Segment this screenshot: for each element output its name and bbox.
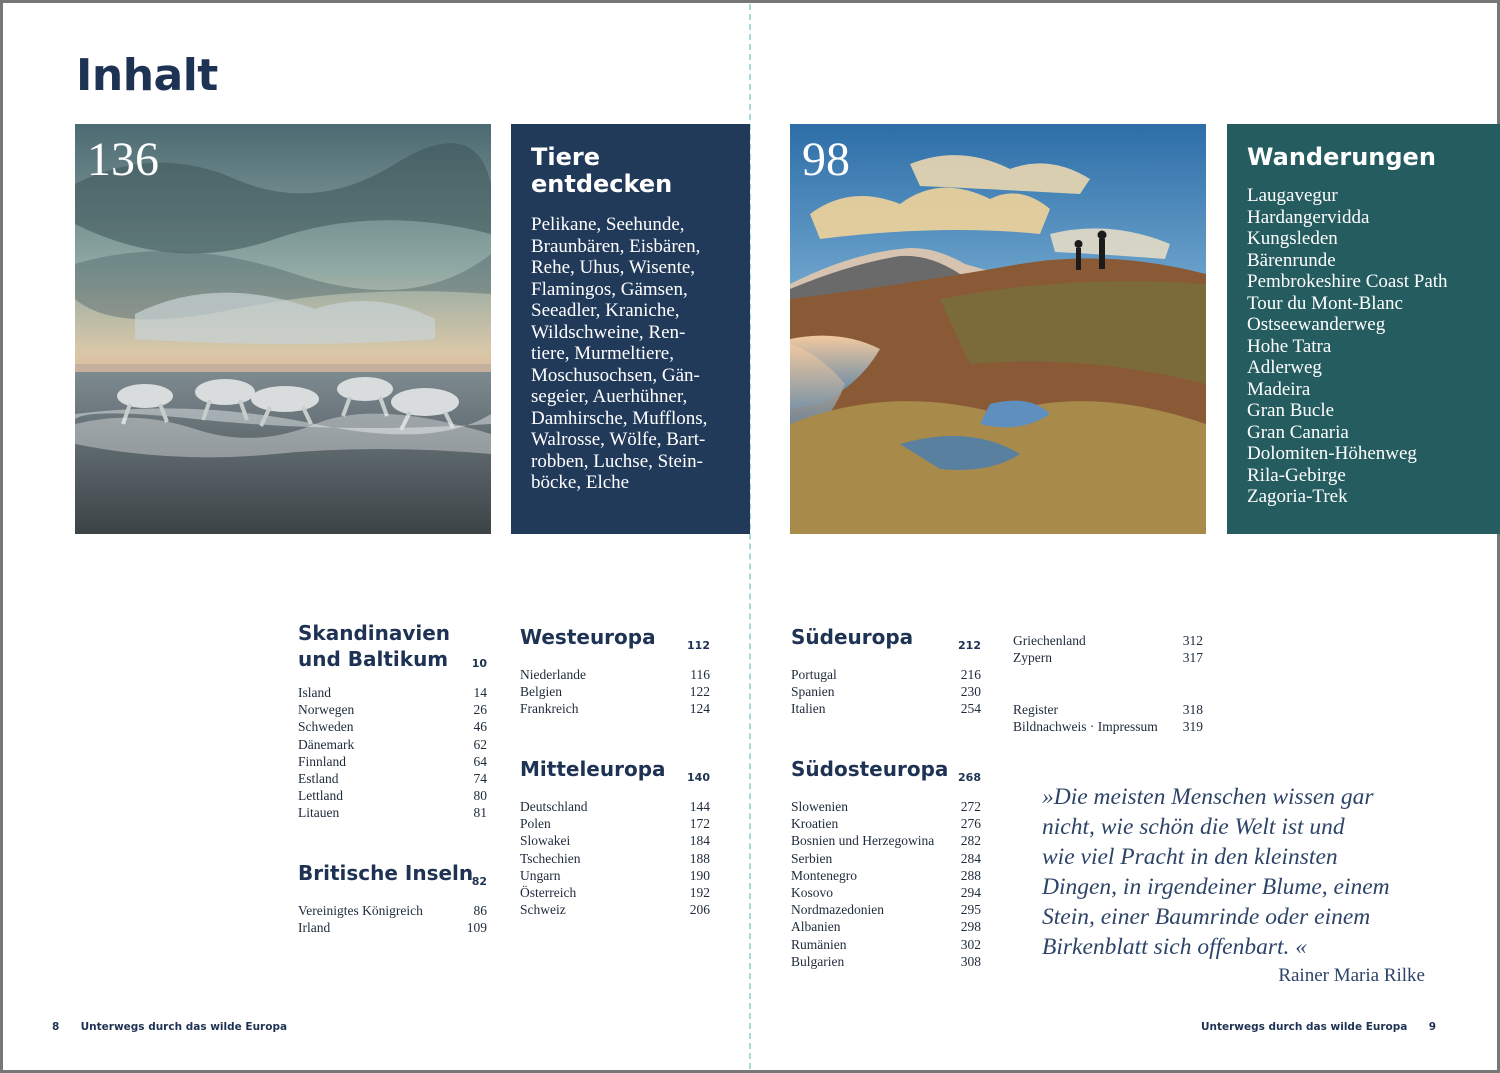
toc-entry [298,770,487,787]
toc-entry-page: 230 [960,684,981,700]
wanderung-item: Dolomiten-Höhenweg [1247,443,1417,464]
section-heading [520,624,710,654]
toc-entry-name: Litauen [298,805,340,821]
toc-entry-name: Finnland [298,753,347,769]
toc-entry [791,936,981,953]
footer-page-number: 8 [52,1021,60,1033]
toc-entry-name: Rumänien [791,936,847,952]
footer-book-title: Unterwegs durch das wilde Europa [1200,1021,1408,1033]
tiere-line: Flamingos, Gämsen, [531,278,688,300]
toc-entry [298,736,487,753]
section-page: 10 [471,657,487,670]
tiere-line: Wildschweine, Ren- [531,321,686,343]
toc-entry-page: 81 [473,805,487,821]
toc-entry-page: 109 [466,920,487,936]
toc-entry-page: 64 [473,753,487,769]
section-griechenland-zypern [1013,620,1203,666]
toc-entry-name: Spanien [791,684,835,700]
section-page: 82 [471,875,487,888]
toc-entry [791,700,981,717]
toc-entry-name: Bildnachweis · Impressum [1013,719,1158,735]
footer-page-number: 9 [1428,1021,1436,1033]
toc-entry-page: 317 [1182,650,1203,666]
page-title: Inhalt [76,50,218,101]
toc-entry-name: Irland [298,920,331,936]
toc-entry-page: 284 [960,850,981,866]
toc-list [1013,701,1203,735]
section-suedosteuropa [791,756,981,970]
toc-entry-name: Montenegro [791,867,857,883]
section-title-line1: Skandinavien [298,621,451,645]
section-title: Britische Inseln [298,861,474,885]
wanderung-item: Zagoria-Trek [1247,486,1348,507]
toc-list [1013,632,1203,666]
toc-entry-page: 192 [689,885,710,901]
tiere-line: böcke, Elche [531,472,630,493]
quote-author: Rainer Maria Rilke [1278,965,1425,986]
toc-entry-page: 288 [960,867,981,883]
toc-entry-page: 122 [689,684,710,700]
toc-entry-page: 62 [473,736,487,752]
toc-entry [298,804,487,821]
wanderung-item: Bärenrunde [1247,249,1336,271]
quote-line: »Die meisten Menschen wissen gar [1042,784,1374,810]
toc-entry-name: Niederlande [520,667,586,682]
wanderung-item: Hohe Tatra [1247,335,1332,357]
toc-entry [298,919,487,936]
toc-entry-name: Polen [520,816,551,832]
wanderung-item: Tour du Mont-Blanc [1247,292,1403,314]
toc-entry-name: Belgien [520,684,562,700]
toc-entry-page: 124 [689,701,710,717]
quote-line: Dingen, in irgendeiner Blume, einem [1042,874,1390,900]
footer-left [52,1021,287,1033]
toc-entry-name: Portugal [791,667,837,682]
toc-entry [791,953,981,970]
toc-entry-page: 172 [689,816,710,832]
toc-entry-page: 188 [689,850,710,866]
tiere-title-line2: entdecken [531,170,673,198]
tiere-line: Damhirsche, Mufflons, [531,407,708,429]
section-title: Westeuropa [520,625,656,649]
toc-entry-page: 116 [690,667,710,682]
footer-book-title: Unterwegs durch das wilde Europa [80,1021,288,1033]
toc-entry-page: 308 [960,953,981,969]
tiere-heading [531,144,730,198]
toc-entry-page: 74 [473,771,487,787]
wanderung-item: Laugavegur [1247,185,1338,206]
toc-entry [298,701,487,718]
tiere-line: Braunbären, Eisbären, [531,235,701,257]
toc-entry-name: Ungarn [520,867,561,883]
wanderung-item: Hardangervidda [1247,206,1370,228]
section-mitteleuropa [520,756,710,918]
toc-entry [520,683,710,700]
toc-entry [298,718,487,735]
toc-list [520,666,710,718]
quote-line: Stein, einer Baumrinde oder einem [1042,904,1371,930]
toc-entry [791,884,981,901]
toc-entry [791,918,981,935]
toc-entry-name: Frankreich [520,701,579,717]
toc-entry-name: Slowakei [520,833,571,849]
section-heading [298,860,487,890]
quote-line: nicht, wie schön die Welt ist und [1042,814,1345,840]
tiere-line: segeier, Auerhühner, [531,386,688,407]
wanderung-item: Rila-Gebirge [1247,464,1346,486]
toc-entry-page: 184 [689,833,710,849]
toc-entry-name: Österreich [520,885,577,901]
tiere-line: tiere, Murmeltiere, [531,343,674,364]
toc-entry-name: Kosovo [791,885,834,901]
toc-entry [791,832,981,849]
toc-entry [520,798,710,815]
toc-entry-page: 216 [960,667,981,682]
tiere-line: Walrosse, Wölfe, Bart- [531,429,706,450]
wanderung-item: Kungsleden [1247,228,1338,249]
toc-entry-name: Italien [791,701,826,717]
wanderung-item: Madeira [1247,378,1311,400]
tiere-line: robben, Luchse, Stein- [531,450,704,472]
toc-entry-name: Albanien [791,919,841,935]
toc-entry-name: Nordmazedonien [791,902,884,918]
section-heading [520,756,710,786]
tiere-title-line1: Tiere [531,143,600,171]
section-page: 268 [958,771,981,784]
tiere-line: Moschusochsen, Gän- [531,364,700,386]
toc-entry-page: 80 [473,788,487,804]
toc-entry-name: Zypern [1013,650,1052,666]
toc-entry-page: 276 [960,816,981,832]
toc-entry-name: Bulgarien [791,953,845,969]
toc-entry-page: 14 [473,685,487,700]
wanderungen-box [1227,124,1500,534]
toc-entry-name: Lettland [298,788,343,804]
toc-entry [1013,701,1203,718]
tiere-line: Pelikane, Seehunde, [531,214,685,235]
tiere-box [511,124,750,534]
section-title: Südosteuropa [791,757,949,781]
toc-entry [520,867,710,884]
toc-entry-page: 26 [473,702,487,718]
tiere-line: Seeadler, Kraniche, [531,300,680,321]
toc-entry [520,884,710,901]
toc-entry [520,815,710,832]
toc-entry [520,832,710,849]
hikers-image [790,124,1206,534]
toc-entry [298,902,487,919]
toc-list [298,902,487,936]
toc-entry-name: Kroatien [791,816,839,832]
quote-line: wie viel Pracht in den kleinsten [1042,844,1338,870]
photo-horses [75,124,491,534]
toc-entry [1013,649,1203,666]
footer-right [1201,1021,1436,1033]
toc-entry [520,850,710,867]
toc-entry-page: 319 [1182,719,1203,735]
toc-entry-name: Slowenien [791,799,848,814]
toc-list [520,798,710,918]
toc-entry-name: Bosnien und Herzegowina [791,833,935,849]
photo-page-number: 98 [802,133,850,186]
toc-entry [791,867,981,884]
wanderungen-heading: Wanderungen [1247,143,1436,171]
section-skandinavien [298,620,487,822]
toc-entry-page: 206 [689,902,710,918]
wanderung-item: Adlerweg [1247,357,1322,378]
wanderung-item: Gran Bucle [1247,400,1335,421]
toc-entry-name: Tschechien [520,850,581,866]
toc-entry [1013,632,1203,649]
toc-entry [520,666,710,683]
toc-entry-page: 272 [960,799,981,814]
toc-entry-name: Dänemark [298,736,355,752]
toc-entry-page: 282 [960,833,981,849]
section-title: Mitteleuropa [520,757,666,781]
section-heading [791,624,981,654]
section-title: Südeuropa [791,625,914,649]
toc-entry-name: Estland [298,771,339,787]
tiere-text [531,214,730,494]
toc-entry-page: 86 [473,903,487,918]
toc-entry-page: 190 [689,867,710,883]
toc-entry [791,850,981,867]
section-britische-inseln [298,860,487,936]
toc-entry-page: 144 [689,799,710,814]
section-register [1013,689,1203,735]
toc-entry-name: Island [298,685,331,700]
photo-hikers [790,124,1206,534]
toc-entry [298,787,487,804]
toc-entry [298,753,487,770]
toc-entry [791,815,981,832]
quote-line: Birkenblatt sich offenbart. « [1042,934,1307,960]
wanderung-item: Gran Canaria [1247,421,1349,443]
toc-entry [520,700,710,717]
toc-entry-page: 298 [960,919,981,935]
rilke-quote [1042,782,1442,962]
tiere-line: Rehe, Uhus, Wisente, [531,257,696,278]
section-suedeuropa [791,624,981,718]
section-title-line2: und Baltikum [298,647,449,671]
toc-entry-name: Schweden [298,719,354,735]
toc-entry-page: 295 [960,902,981,918]
toc-entry-name: Register [1013,702,1058,717]
toc-entry-name: Serbien [791,850,833,866]
toc-entry-name: Griechenland [1013,633,1086,648]
toc-entry [1013,718,1203,735]
toc-entry-name: Schweiz [520,902,566,918]
section-heading [791,756,981,786]
toc-entry-page: 46 [473,719,487,735]
section-westeuropa [520,624,710,718]
toc-entry-name: Norwegen [298,702,355,718]
toc-entry-page: 294 [960,885,981,901]
wanderung-item: Pembrokeshire Coast Path [1247,271,1448,292]
toc-list [298,684,487,822]
wanderung-item: Ostseewanderweg [1247,314,1386,335]
toc-list [791,666,981,718]
section-page: 212 [958,639,981,652]
toc-entry [791,798,981,815]
toc-entry-name: Vereinigtes Königreich [298,903,423,918]
section-heading [298,620,487,672]
wanderungen-list [1247,185,1480,508]
toc-entry-page: 302 [960,936,981,952]
section-page: 140 [687,771,710,784]
toc-entry [791,683,981,700]
photo-page-number: 136 [87,133,159,186]
toc-entry [791,901,981,918]
toc-entry [298,684,487,701]
toc-entry-page: 318 [1182,702,1203,717]
toc-entry-page: 312 [1182,633,1203,648]
toc-entry [520,901,710,918]
toc-entry-name: Deutschland [520,799,588,814]
toc-entry [791,666,981,683]
toc-entry-page: 254 [960,701,981,717]
section-page: 112 [687,639,710,652]
toc-list [791,798,981,970]
